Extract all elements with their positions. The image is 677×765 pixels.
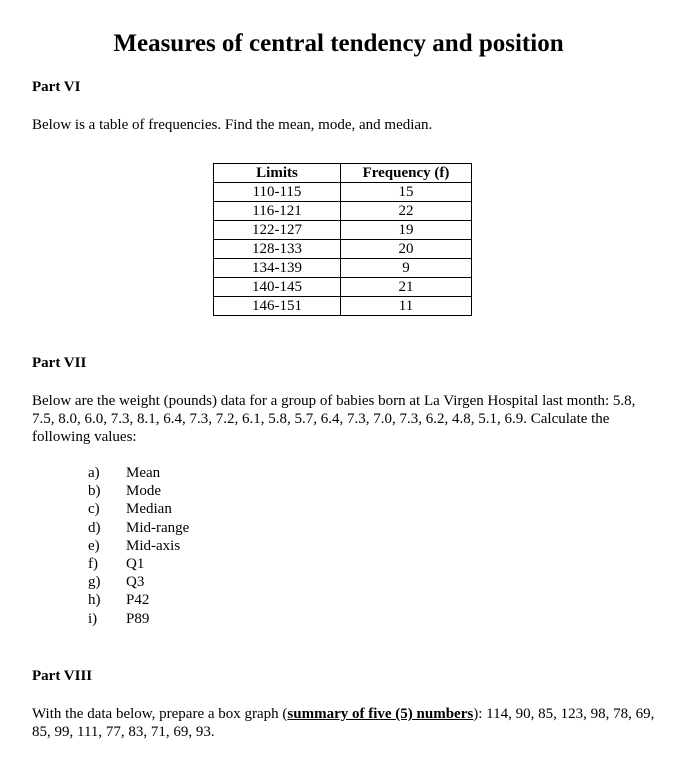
frequency-cell: 22 [341,202,472,221]
list-item [88,519,189,537]
part-8-text-before: With the data below, prepare a box graph ( [32,706,288,722]
list-item [88,464,189,482]
list-item [88,500,189,518]
item-marker: c) [88,501,100,518]
limits-cell: 110-115 [214,183,341,202]
table-row [214,259,472,278]
list-item [88,555,189,573]
table-row [214,278,472,297]
frequency-cell: 9 [341,259,472,278]
column-header-frequency: Frequency (f) [341,164,472,183]
item-marker: f) [88,556,98,573]
frequency-table [213,163,472,316]
item-label: Median [126,501,172,518]
item-label: Q1 [126,556,145,573]
page-title: Measures of central tendency and position [113,30,564,57]
table-row [214,202,472,221]
item-marker: h) [88,592,101,609]
item-label: Mid-axis [126,537,181,554]
table-row [214,297,472,316]
item-label: Mode [126,483,161,500]
item-marker: d) [88,519,101,536]
item-marker: a) [88,465,100,481]
list-item [88,482,189,500]
part-8-text [32,705,657,741]
table-header-row [214,164,472,183]
list-item [88,573,189,591]
limits-cell: 122-127 [214,221,341,240]
frequency-cell: 11 [341,297,472,316]
question-list [88,464,189,628]
part-7-heading: Part VII [32,355,87,371]
part-7-text: Below are the weight (pounds) data for a group of babies born at La Virgen Hospital last month: 5.8, 7.5, 8.0, 6.0, 7.3, 8.1, 6.4, 7.3, 7.2, 6.1, 5.8, 5.7, 6.4, 7.3, 7.0, 7.3, 6.2, 4.8, 5.1, 6.9. Calculate the following values: [32,393,636,445]
part-6-heading: Part VI [32,79,81,95]
frequency-cell: 15 [341,183,472,202]
list-item [88,591,189,609]
frequency-cell: 21 [341,278,472,297]
limits-cell: 116-121 [214,202,341,221]
item-marker: b) [88,483,101,500]
part-8-emphasis: summary of five (5) numbers [287,706,474,722]
limits-cell: 140-145 [214,278,341,297]
table-row [214,183,472,202]
frequency-cell: 19 [341,221,472,240]
frequency-cell: 20 [341,240,472,259]
limits-cell: 134-139 [214,259,341,278]
list-item [88,610,189,628]
limits-cell: 146-151 [214,297,341,316]
part-6-instruction: Below is a table of frequencies. Find the mean, mode, and median. [32,117,433,133]
part-8-text-after: ): 114, 90, 85, 123, 98, 78, 69, 85, 99, 111, 77, 83, 71, 69, 93. [32,706,655,740]
table-row [214,240,472,259]
item-label: P42 [126,592,150,609]
item-marker: g) [88,574,101,591]
table-row [214,221,472,240]
item-label: Mid-range [126,519,190,536]
part-8-heading: Part VIII [32,668,93,684]
list-item [88,537,189,555]
item-marker: e) [88,537,100,554]
item-marker: i) [88,610,98,627]
item-label: Q3 [126,574,145,591]
item-label: P89 [126,610,150,627]
column-header-limits: Limits [214,164,341,183]
item-label: Mean [126,465,161,481]
limits-cell: 128-133 [214,240,341,259]
